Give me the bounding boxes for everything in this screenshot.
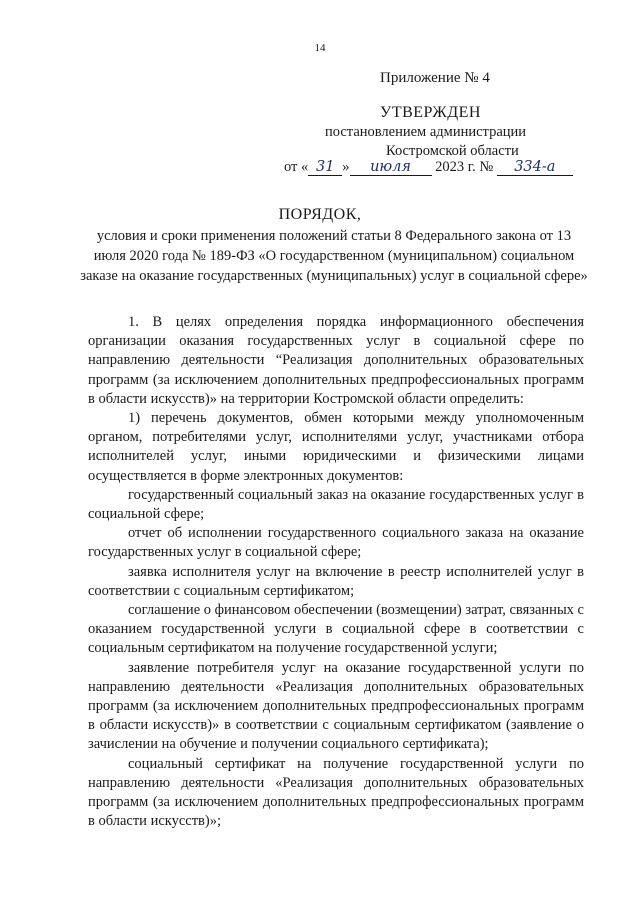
page-number: 14 — [314, 42, 326, 54]
appendix-label: Приложение № 4 — [380, 70, 490, 86]
paragraph: соглашение о финансовом обеспечении (возмещении) затрат, связанных с оказанием государственной услуги в социальной сфере в соответствии с социальным сертификатом на получение государственной услуги; — [88, 602, 584, 657]
document-subtitle: условия и сроки применения положений статьи 8 Федерального закона от 13 июля 2020 года № 189-ФЗ «О государственном (муниципальном) социальном заказе на оказание государственных (муниципальных) услуг в социальной сфере» — [80, 228, 588, 284]
document-title: ПОРЯДОК, — [278, 206, 362, 223]
handwritten-day: 31 — [308, 159, 342, 176]
paragraph: 1. В целях определения порядка информационного обеспечения организации оказания государственных услуг в социальной сфере по направлению деятельности “Реализация дополнительных образовательных программ (за исключением дополнительных предпрофессиональных программ в области искусств)» на территории Костромской области определить: — [88, 314, 584, 407]
approved-by-line-1: постановлением администрации — [325, 124, 527, 140]
date-year: 2023 г. № — [435, 159, 494, 175]
document-body — [88, 313, 584, 831]
paragraph: отчет об исполнении государственного социального заказа на оказание государственных услуг в социальной сфере; — [88, 525, 584, 561]
paragraph: 1) перечень документов, обмен которыми между уполномоченным органом, потребителями услуг, исполнителями услуг, участниками отбора исполнителей услуг, иными юридическими и физическими лицами осуществляется в форме электронных документов: — [88, 410, 584, 484]
handwritten-resolution-number: 334-а — [497, 159, 573, 176]
paragraph: государственный социальный заказ на оказание государственных услуг в социальной сфере; — [88, 486, 584, 523]
date-mid: » — [342, 159, 350, 175]
approved-heading: УТВЕРЖДЕН — [380, 104, 481, 121]
date-prefix: от « — [284, 159, 309, 175]
paragraph: социальный сертификат на получение государственной услуги по направлению деятельности «Реализация дополнительных образовательных программ (за исключением дополнительных предпрофессиональных программ в области искусств)»; — [88, 755, 584, 830]
resolution-date-line — [284, 159, 573, 176]
handwritten-month: июля — [350, 159, 432, 176]
paragraph: заявка исполнителя услуг на включение в реестр исполнителей услуг в соответствии с социальным сертификатом; — [88, 563, 584, 599]
approved-by-line-2: Костромской области — [386, 143, 519, 159]
paragraph: заявление потребителя услуг на оказание государственной услуги по направлению деятельности «Реализация дополнительных образовательных программ (за исключением дополнительных предпрофессиональных программ в области искусств)» в соответствии с социальным сертификатом (заявление о зачислении на обучение и получении социального сертификата); — [88, 659, 584, 753]
